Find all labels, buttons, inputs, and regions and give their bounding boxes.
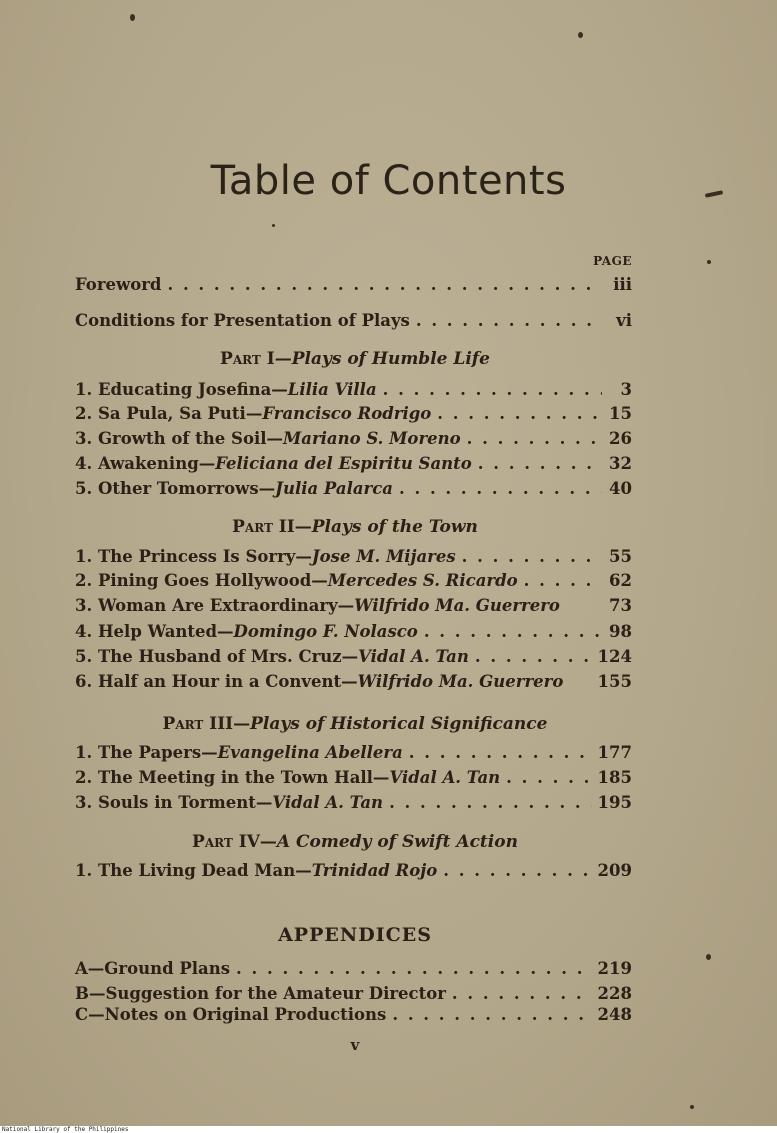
ink-speck xyxy=(130,14,135,21)
dot-leader xyxy=(437,402,602,426)
page-number: v xyxy=(350,1036,360,1054)
entry-page: vi xyxy=(616,311,632,330)
entry-author: Evangelina Abellera xyxy=(217,743,403,762)
entry-title: 3. Growth of the Soil— xyxy=(75,429,283,448)
entry-title: 5. Other Tomorrows— xyxy=(75,479,276,498)
toc-entry xyxy=(75,620,632,644)
entry-page: 185 xyxy=(597,768,632,787)
entry-title: 1. The Living Dead Man— xyxy=(75,861,312,880)
entry-title: 5. The Husband of Mrs. Cruz— xyxy=(75,647,359,666)
entry-author: Vidal A. Tan xyxy=(389,768,501,787)
part-name: Plays of the Town xyxy=(311,517,478,537)
entry-title: 4. Help Wanted— xyxy=(75,622,234,641)
toc-entry xyxy=(75,859,632,883)
entry-author: Vidal A. Tan xyxy=(358,647,469,666)
entry-page: 73 xyxy=(609,596,632,615)
toc-entry xyxy=(75,427,632,451)
entry-title: A—Ground Plans xyxy=(75,959,231,978)
dot-leader xyxy=(392,1003,591,1027)
page-title: Table of Contents xyxy=(210,158,567,204)
entry-page: 209 xyxy=(597,861,632,880)
entry-title: Foreword xyxy=(75,275,162,294)
ink-speck xyxy=(272,224,275,227)
entry-page: 177 xyxy=(597,743,632,762)
entry-title: 3. Woman Are Extraordinary— xyxy=(75,596,355,615)
entry-author: Mercedes S. Ricardo xyxy=(327,571,518,590)
dot-leader xyxy=(424,620,602,644)
entry-title: 1. The Papers— xyxy=(75,743,218,762)
dot-leader xyxy=(167,273,602,297)
entry-author: Feliciana del Espiritu Santo xyxy=(215,454,472,473)
dot-leader xyxy=(409,741,592,765)
entry-title: Conditions for Presentation of Plays xyxy=(75,311,410,330)
dot-leader xyxy=(416,309,602,333)
part-heading: Part II—Plays of the Town xyxy=(232,517,478,537)
toc-entry xyxy=(75,477,632,501)
entry-author: Julia Palarca xyxy=(275,479,393,498)
entry-title: 3. Souls in Torment— xyxy=(75,793,273,812)
entry-page: 124 xyxy=(597,647,632,666)
part-name: Plays of Humble Life xyxy=(291,349,490,369)
toc-entry xyxy=(75,594,632,618)
ink-speck xyxy=(706,954,711,960)
part-heading: Part III—Plays of Historical Significance xyxy=(162,714,548,734)
part-tag: Part III xyxy=(162,714,234,734)
entry-page: 32 xyxy=(609,454,632,473)
entry-title: 4. Awakening— xyxy=(75,454,216,473)
entry-page: 155 xyxy=(597,672,632,691)
toc-entry xyxy=(75,645,632,669)
entry-author: Francisco Rodrigo xyxy=(262,404,432,423)
dot-leader xyxy=(443,859,591,883)
appendix-entry xyxy=(75,957,632,981)
entry-page: 219 xyxy=(597,959,632,978)
part-tag: Part II xyxy=(232,517,295,537)
entry-page: 248 xyxy=(597,1005,632,1024)
ink-speck xyxy=(578,32,583,38)
toc-entry xyxy=(75,670,632,694)
scan-footer: National Library of the Philippines xyxy=(0,1126,777,1133)
dot-leader xyxy=(389,791,591,815)
page-column-label: PAGE xyxy=(593,254,632,268)
entry-author: Wilfrido Ma. Guerrero xyxy=(357,672,564,691)
part-heading: Part I—Plays of Humble Life xyxy=(220,349,490,369)
toc-entry-foreword xyxy=(75,273,632,297)
dot-leader xyxy=(475,645,592,669)
toc-entry xyxy=(75,569,632,593)
entry-author: Mariano S. Moreno xyxy=(283,429,461,448)
entry-author: Jose M. Mijares xyxy=(311,547,456,566)
entry-page: 98 xyxy=(609,622,632,641)
dot-leader xyxy=(383,378,602,402)
dot-leader xyxy=(524,569,602,593)
entry-page: 15 xyxy=(609,404,632,423)
entry-title: 2. Pining Goes Hollywood— xyxy=(75,571,328,590)
toc-entry xyxy=(75,791,632,815)
toc-entry xyxy=(75,452,632,476)
entry-page: 26 xyxy=(609,429,632,448)
entry-page: iii xyxy=(613,275,632,294)
entry-author: Lilia Villa xyxy=(287,380,377,399)
dot-leader xyxy=(462,545,602,569)
toc-entry-conditions xyxy=(75,309,632,333)
entry-page: 228 xyxy=(597,984,632,1003)
part-tag: Part IV xyxy=(192,832,260,852)
toc-entry xyxy=(75,766,632,790)
appendices-heading: APPENDICES xyxy=(278,924,432,946)
entry-page: 40 xyxy=(609,479,632,498)
ink-speck xyxy=(707,260,711,264)
entry-author: Vidal A. Tan xyxy=(272,793,384,812)
entry-title: 2. Sa Pula, Sa Puti— xyxy=(75,404,263,423)
ink-speck xyxy=(690,1105,694,1109)
part-name: A Comedy of Swift Action xyxy=(276,832,518,852)
entry-author: Trinidad Rojo xyxy=(311,861,438,880)
entry-page: 62 xyxy=(609,571,632,590)
entry-title: 6. Half an Hour in a Convent— xyxy=(75,672,358,691)
entry-title: 1. Educating Josefina— xyxy=(75,380,288,399)
entry-author: Domingo F. Nolasco xyxy=(233,622,418,641)
toc-entry xyxy=(75,402,632,426)
entry-title: 2. The Meeting in the Town Hall— xyxy=(75,768,390,787)
part-heading: Part IV—A Comedy of Swift Action xyxy=(192,832,518,852)
entry-title: B—Suggestion for the Amateur Director xyxy=(75,984,446,1003)
dot-leader xyxy=(506,766,591,790)
entry-page: 55 xyxy=(609,547,632,566)
entry-author: Wilfrido Ma. Guerrero xyxy=(354,596,560,615)
appendix-entry xyxy=(75,1003,632,1027)
entry-page: 195 xyxy=(597,793,632,812)
part-tag: Part I xyxy=(220,349,275,369)
entry-page: 3 xyxy=(620,380,632,399)
part-name: Plays of Historical Significance xyxy=(250,714,548,734)
dot-leader xyxy=(467,427,602,451)
dot-leader xyxy=(236,957,592,981)
toc-entry xyxy=(75,378,632,402)
entry-title: 1. The Princess Is Sorry— xyxy=(75,547,312,566)
entry-title: C—Notes on Original Productions xyxy=(75,1005,387,1024)
toc-entry xyxy=(75,741,632,765)
dot-leader xyxy=(478,452,602,476)
toc-entry xyxy=(75,545,632,569)
dot-leader xyxy=(399,477,602,501)
